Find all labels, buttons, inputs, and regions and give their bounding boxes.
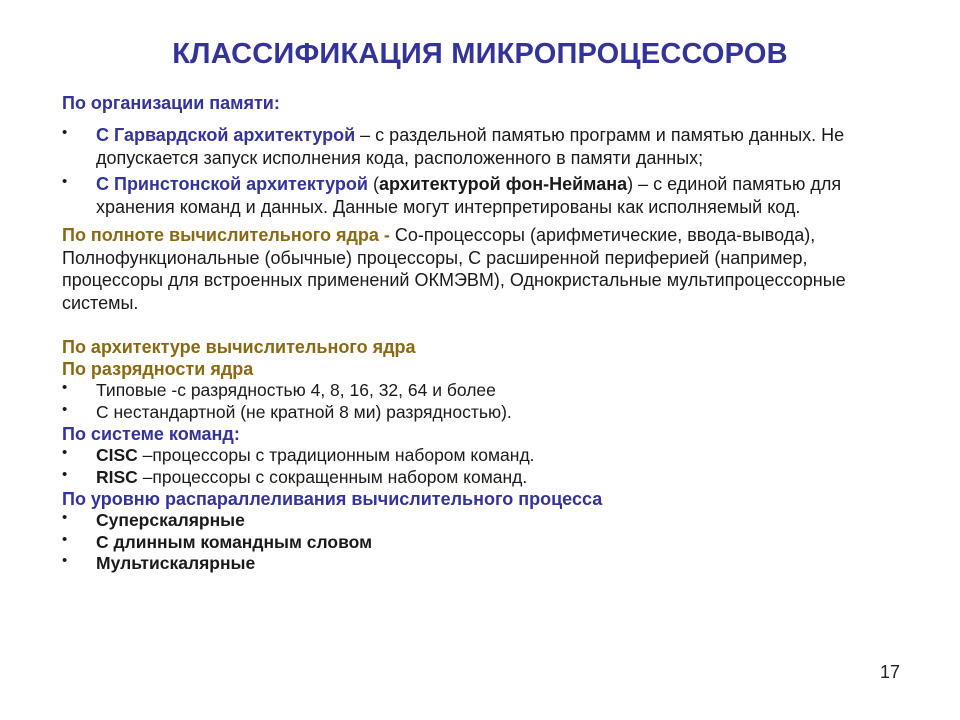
princeton-text-b: ) – с единой памятью для хранения команд и данных. Данные могут интерпретированы как исполняемый код. bbox=[96, 174, 842, 217]
cisc-text: –процессоры с традиционным набором команд. bbox=[137, 445, 535, 465]
parallel-item-text: Суперскалярные bbox=[96, 510, 245, 530]
slide-title: КЛАССИФИКАЦИЯ МИКРОПРОЦЕССОРОВ bbox=[172, 38, 788, 70]
bullet-icon: • bbox=[62, 552, 68, 569]
list-item bbox=[62, 532, 902, 554]
princeton-term: С Принстонской архитектурой bbox=[96, 174, 368, 194]
risc-text: –процессоры с сокращенным набором команд. bbox=[137, 466, 528, 487]
list-item bbox=[62, 467, 902, 489]
page-number: 17 bbox=[879, 662, 900, 682]
bullet-icon: • bbox=[62, 400, 68, 418]
bullet-icon: • bbox=[62, 509, 68, 526]
width-item-text: С нестандартной (не кратной 8 ми) разрядностью). bbox=[96, 401, 512, 422]
risc-term: RISC bbox=[96, 466, 138, 487]
von-neumann-term: архитектурой фон-Неймана bbox=[378, 174, 628, 194]
core-heading: По полноте вычислительного ядра - bbox=[62, 225, 390, 245]
parallel-item-text: С длинным командным словом bbox=[96, 531, 373, 552]
width-list bbox=[62, 380, 902, 423]
bullet-icon: • bbox=[62, 173, 68, 190]
core-text: Со-процессоры (арифметические, ввода-вывода), Полнофункциональные (обычные) процессоры, С расширенной периферией (например, процессоры для встроенных применений ОКМЭВМ), Однокристальные мультипроцессорные системы. bbox=[62, 225, 846, 313]
parallel-heading: По уровню распараллеливания вычислительного процесса bbox=[62, 489, 603, 509]
bullet-icon: • bbox=[62, 444, 68, 461]
list-item bbox=[62, 445, 902, 467]
slide-content bbox=[62, 92, 902, 575]
core-paragraph bbox=[62, 224, 902, 314]
harvard-term: С Гарвардской архитектурой bbox=[96, 125, 356, 145]
cisc-term: CISC bbox=[96, 445, 138, 465]
bullet-icon: • bbox=[62, 465, 68, 483]
memory-list bbox=[62, 124, 902, 218]
bullet-icon: • bbox=[62, 124, 68, 141]
arch-heading: По архитектуре вычислительного ядра bbox=[62, 337, 416, 357]
parallel-list bbox=[62, 510, 902, 575]
width-heading: По разрядности ядра bbox=[62, 359, 254, 379]
list-item bbox=[62, 380, 902, 402]
bullet-icon: • bbox=[62, 530, 68, 548]
list-item bbox=[62, 124, 902, 169]
memory-heading: По организации памяти: bbox=[62, 93, 280, 113]
width-item-text: Типовые -с разрядностью 4, 8, 16, 32, 64 и более bbox=[96, 380, 496, 400]
list-item bbox=[62, 402, 902, 424]
isa-heading: По системе команд: bbox=[62, 424, 240, 444]
parallel-item-text: Мультискалярные bbox=[96, 553, 256, 573]
isa-list bbox=[62, 445, 902, 488]
bullet-icon: • bbox=[62, 379, 68, 396]
princeton-text-a: ( bbox=[367, 174, 379, 194]
list-item bbox=[62, 173, 902, 218]
list-item bbox=[62, 553, 902, 575]
harvard-text: – с раздельной памятью программ и памятью данных. Не допускается запуск исполнения кода, расположенного в памяти данных; bbox=[96, 125, 845, 168]
list-item bbox=[62, 510, 902, 532]
